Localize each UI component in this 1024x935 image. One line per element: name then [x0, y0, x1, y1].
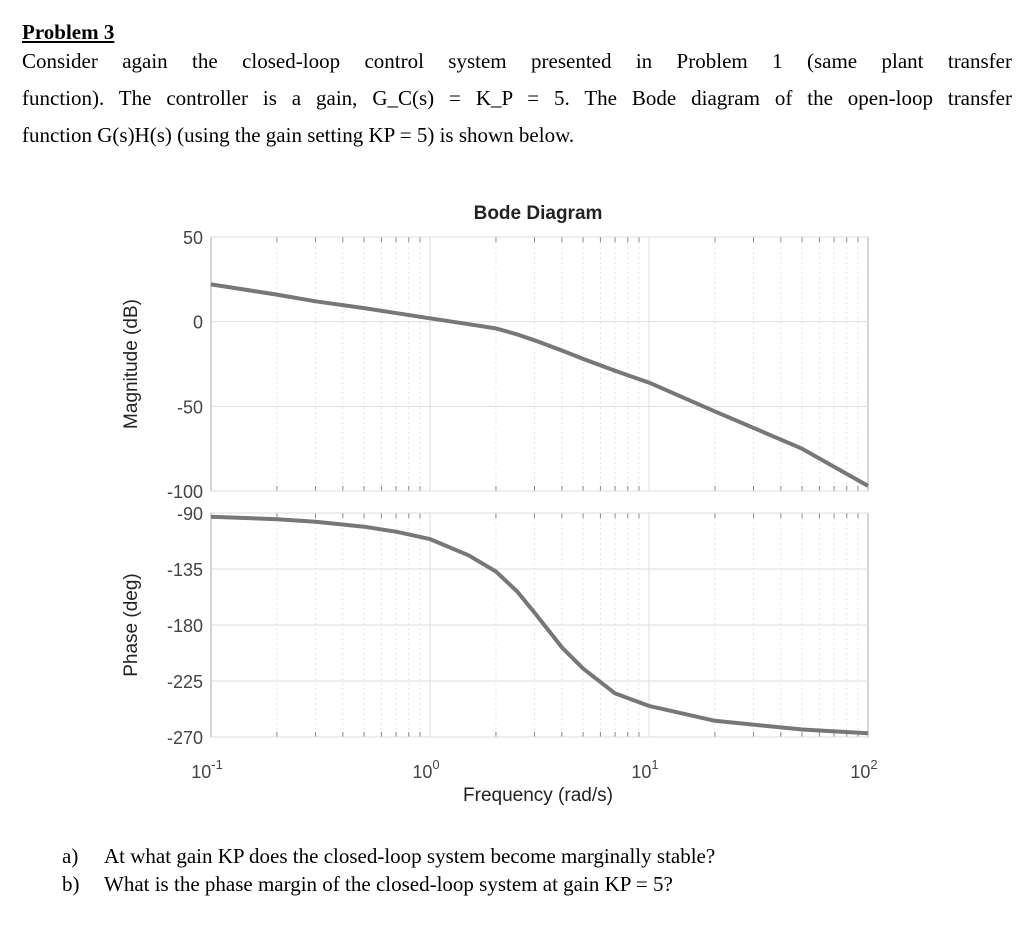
- chart-title: Bode Diagram: [473, 203, 603, 224]
- x-tick-label: $10^1$: [631, 757, 659, 782]
- phase-axis-label: Phase (deg): [121, 573, 142, 677]
- y-tick-label: -270: [166, 728, 203, 748]
- x-tick-label: $10^0$: [412, 757, 440, 782]
- question-a: [62, 842, 715, 870]
- frequency-axis-label: Frequency (rad/s): [463, 785, 613, 806]
- y-tick-label: -100: [166, 482, 203, 502]
- problem-text-line-2: function). The controller is a gain, G_C(s) = K_P = 5. The Bode diagram of the open-loop transfer: [22, 86, 1012, 110]
- y-tick-label: -180: [166, 616, 203, 636]
- magnitude-axis-label: Magnitude (dB): [121, 299, 142, 429]
- y-tick-label: 0: [192, 312, 203, 333]
- question-label: b): [62, 872, 80, 896]
- question-label: a): [62, 844, 79, 868]
- problem-text-line-1: Consider again the closed-loop control system presented in Problem 1 (same plant transfer: [22, 49, 1012, 73]
- y-tick-label: -135: [166, 560, 203, 580]
- problem-title: Problem 3: [22, 20, 115, 44]
- y-tick-label: -90: [176, 504, 203, 524]
- question-b: [62, 870, 673, 898]
- y-tick-label: -225: [166, 672, 203, 692]
- plot-area: [211, 237, 868, 491]
- problem-text-line-3: function G(s)H(s) (using the gain setting KP = 5) is shown below.: [22, 123, 575, 147]
- question-text: What is the phase margin of the closed-loop system at gain KP = 5?: [104, 872, 673, 896]
- x-tick-label: $10^{-1}$: [191, 757, 223, 782]
- y-tick-label: -50: [176, 397, 203, 418]
- x-tick-label: $10^2$: [850, 757, 878, 782]
- y-tick-label: 50: [182, 228, 203, 248]
- question-text: At what gain KP does the closed-loop system become marginally stable?: [104, 844, 716, 868]
